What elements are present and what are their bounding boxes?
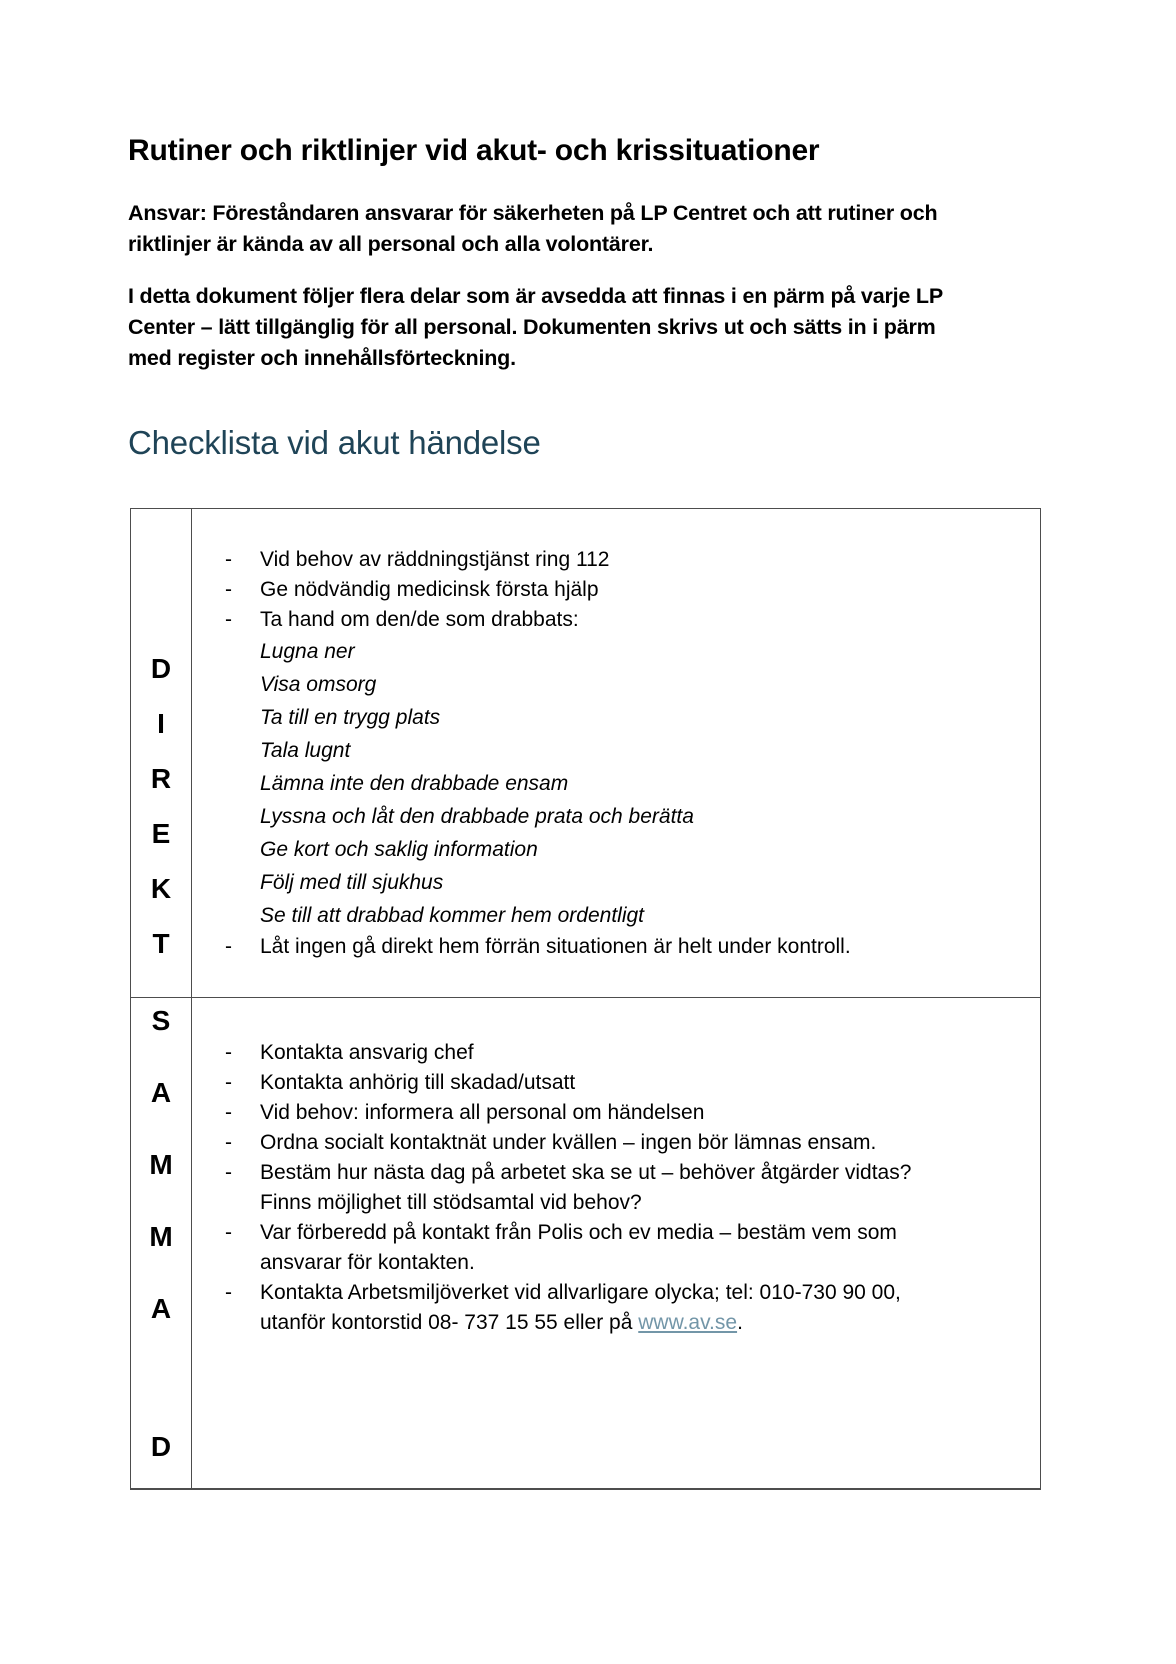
- bullet-text: Vid behov: informera all personal om händelsen: [260, 1101, 705, 1124]
- bullet-dash: -: [225, 1221, 232, 1244]
- row-label-letter: R: [150, 763, 172, 794]
- bullet-dash: -: [225, 608, 232, 631]
- bullet-text: Ordna socialt kontaktnät under kvällen – ingen bör lämnas ensam.: [260, 1131, 877, 1154]
- care-instruction-line: Lugna ner: [260, 640, 355, 663]
- table-row-direkt: [131, 509, 1040, 998]
- bullet-item: [225, 575, 1020, 605]
- bullet-text: Ge nödvändig medicinsk första hjälp: [260, 578, 599, 601]
- bullet-dash: -: [225, 1161, 232, 1184]
- bullet-item: [225, 1278, 1020, 1338]
- row-label-letter: S: [151, 1005, 171, 1036]
- bullet-item: [225, 1038, 1020, 1068]
- bullet-text: Kontakta anhörig till skadad/utsatt: [260, 1071, 576, 1094]
- care-instruction-line: Ta till en trygg plats: [260, 706, 441, 729]
- bullet-text-segment: utanför kontorstid 08- 737 15 55 eller på: [260, 1311, 639, 1334]
- samma-dag-content-cell: [192, 998, 1040, 1488]
- bullet-item: [225, 1128, 1020, 1158]
- bullet-dash: -: [225, 578, 232, 601]
- bullet-item: [225, 932, 1020, 962]
- bullet-dash: -: [225, 1281, 232, 1304]
- row-label-letter: M: [149, 1149, 173, 1180]
- bullet-dash: -: [225, 1131, 232, 1154]
- bullet-text-segment: .: [737, 1311, 743, 1334]
- row-label-samma-dag: [131, 998, 192, 1488]
- row-label-letter: A: [150, 1077, 172, 1108]
- bullet-item: [225, 1098, 1020, 1128]
- bullet-text-line: ansvarar för kontakten.: [260, 1251, 475, 1274]
- row-label-letter: M: [149, 1221, 173, 1252]
- bullet-text-line: Kontakta Arbetsmiljöverket vid allvarligare olycka; tel: 010-730 90 00,: [260, 1281, 901, 1304]
- care-instruction-line: Lyssna och låt den drabbade prata och berätta: [260, 805, 694, 828]
- direkt-content-cell: [192, 509, 1040, 997]
- intro-paragraph-responsibility: Ansvar: Föreståndaren ansvarar för säkerheten på LP Centret och att rutiner och riktlinjer är kända av all personal och alla volontärer.: [128, 201, 938, 256]
- row-label-letter: I: [157, 708, 165, 739]
- row-label-letter: A: [150, 1293, 172, 1324]
- bullet-text: [260, 1278, 1020, 1338]
- row-label-letter: T: [152, 928, 170, 959]
- bullet-dash: -: [225, 935, 232, 958]
- bullet-dash: -: [225, 548, 232, 571]
- av-se-hyperlink[interactable]: www.av.se: [638, 1311, 738, 1334]
- bullet-dash: -: [225, 1041, 232, 1064]
- checklist-table: [130, 508, 1041, 1490]
- bullet-item: [225, 605, 1020, 635]
- table-row-samma-dag: [131, 998, 1040, 1488]
- row-label-letter: D: [150, 653, 172, 684]
- bullet-text-line: Finns möjlighet till stödsamtal vid behov?: [260, 1191, 642, 1214]
- section-heading-checklist: Checklista vid akut händelse: [128, 424, 541, 461]
- bullet-item: [225, 1068, 1020, 1098]
- row-label-letter: K: [150, 873, 172, 904]
- document-title: Rutiner och riktlinjer vid akut- och krissituationer: [128, 134, 820, 167]
- care-instruction-line: Visa omsorg: [260, 673, 377, 696]
- row-label-letter: E: [151, 818, 171, 849]
- care-instruction-line: Se till att drabbad kommer hem ordentligt: [260, 904, 645, 927]
- bullet-item: [225, 1218, 1020, 1278]
- care-instruction-line: Tala lugnt: [260, 739, 351, 762]
- bullet-text-line: Var förberedd på kontakt från Polis och ev media – bestäm vem som: [260, 1221, 897, 1244]
- bullet-text: Ta hand om den/de som drabbats:: [260, 608, 579, 631]
- bullet-text-line: Bestäm hur nästa dag på arbetet ska se ut – behöver åtgärder vidtas?: [260, 1161, 912, 1184]
- bullet-dash: -: [225, 1101, 232, 1124]
- bullet-text: Låt ingen gå direkt hem förrän situationen är helt under kontroll.: [260, 935, 851, 958]
- bullet-text-line: [260, 1308, 1020, 1338]
- care-instruction-line: Ge kort och saklig information: [260, 838, 538, 861]
- bullet-item: [225, 1158, 1020, 1218]
- care-instruction-line: Följ med till sjukhus: [260, 871, 444, 894]
- bullet-item: [225, 545, 1020, 575]
- row-label-letter: D: [150, 1431, 172, 1462]
- bullet-text: Kontakta ansvarig chef: [260, 1041, 474, 1064]
- bullet-text: [260, 1218, 1020, 1278]
- bullet-text: Vid behov av räddningstjänst ring 112: [260, 548, 610, 571]
- bullet-dash: -: [225, 1071, 232, 1094]
- bullet-text: [260, 1158, 1020, 1218]
- intro-paragraph-binder: I detta dokument följer flera delar som är avsedda att finnas i en pärm på varje LP Center – lätt tillgänglig för all personal. Dokumenten skrivs ut och sätts in i pärm med register och innehållsförteckning.: [128, 284, 943, 370]
- row-label-direkt: [131, 509, 192, 997]
- care-instruction-line: Lämna inte den drabbade ensam: [260, 772, 569, 795]
